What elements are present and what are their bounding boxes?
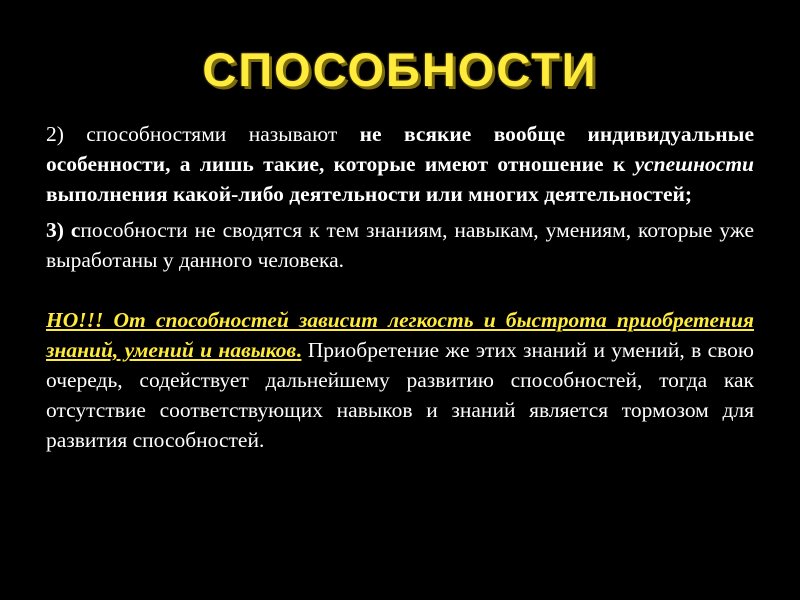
point-2-text-emphasis: успешности [634,152,754,176]
slide-body [46,119,754,461]
note-highlight-dot: . [296,338,302,362]
point-2-text-bold-end: выполнения какой-либо деятельности или многих деятельностей; [46,182,693,206]
point-2-marker: 2) [46,122,87,146]
slide-title: СПОСОБНОСТИ [202,43,598,96]
note-highlight: НО!!! От способностей зависит легкость и быстрота приобретения знаний, умений и навыков [46,308,754,362]
point-2-text-bold: не всякие вообще индивидуальные особенности, а лишь такие, которые имеют отношение к [46,122,754,176]
paragraph-point-2 [46,119,754,209]
paragraph-note [46,305,754,455]
point-2-text-normal: способностями называют [86,122,360,146]
paragraph-point-3 [46,215,754,275]
point-3-text: пособности не сводятся к тем знаниям, навыкам, умениям, которые уже выработаны у данного человека. [46,218,755,272]
note-text: Приобретение же этих знаний и умений, в свою очередь, содействует дальнейшему развитию способностей, тогда как отсутствие соответствующих навыков и знаний является тормозом для развития способностей. [46,338,754,452]
point-3-marker: 3) с [46,218,81,242]
